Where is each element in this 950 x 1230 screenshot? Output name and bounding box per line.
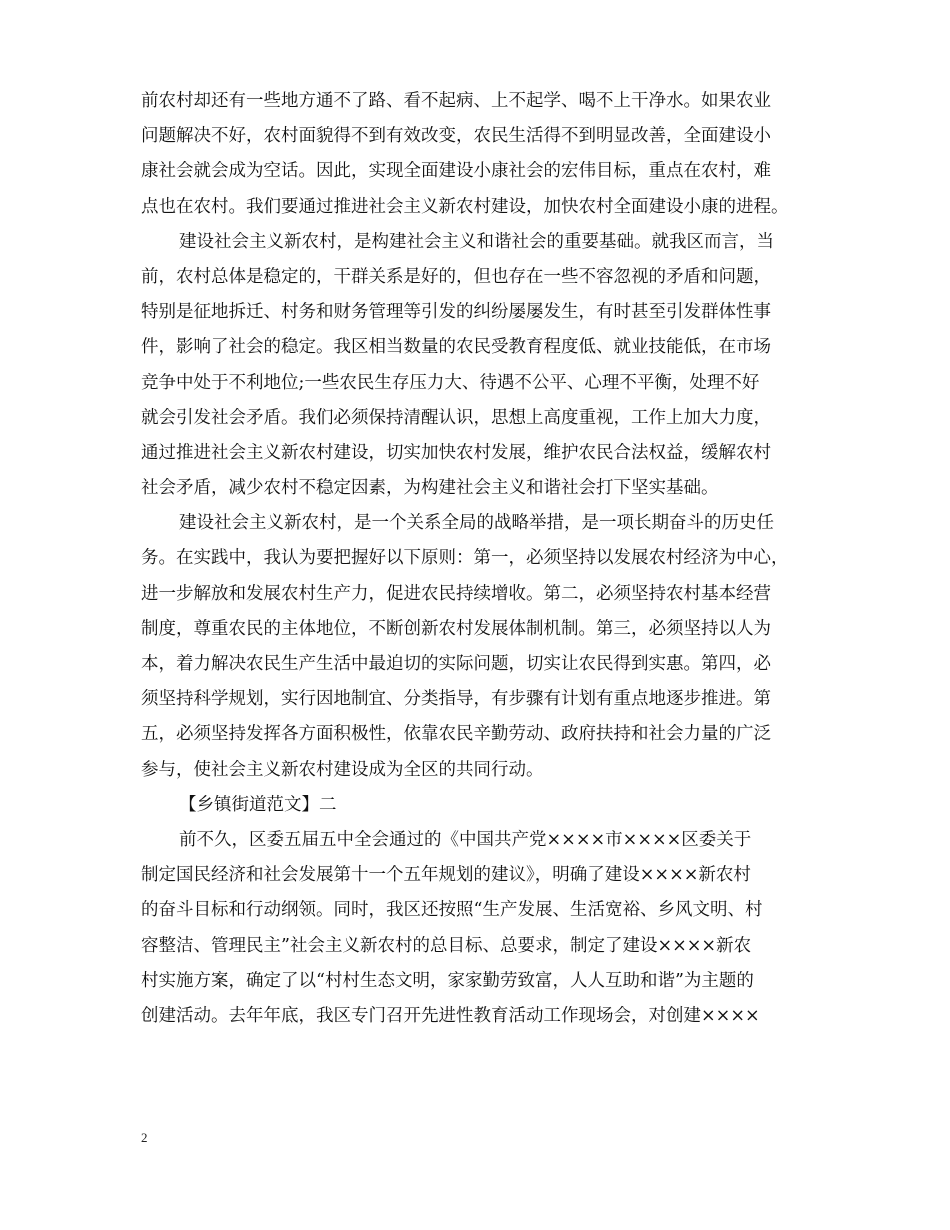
text-line: 问题解决不好，农村面貌得不到有效改变，农民生活得不到明显改善，全面建设小 <box>141 126 771 147</box>
text-line: 五，必须坚持发挥各方面积极性，依靠农民辛勤劳动、政府扶持和社会力量的广泛 <box>141 724 771 745</box>
text-line: 点也在农村。我们要通过推进社会主义新农村建设，加快农村全面建设小康的进程。 <box>141 196 789 217</box>
text-line: 的奋斗目标和行动纲领。同时，我区还按照“生产发展、生活宽裕、乡风文明、村 <box>141 900 763 921</box>
text-line: 竞争中处于不利地位;一些农民生存压力大、待遇不公平、心理不平衡，处理不好 <box>141 372 760 393</box>
section-heading: 【乡镇街道范文】二 <box>179 794 337 815</box>
text-line: 前农村却还有一些地方通不了路、看不起病、上不起学、喝不上干净水。如果农业 <box>141 91 771 111</box>
text-line: 通过推进社会主义新农村建设，切实加快农村发展，维护农民合法权益，缓解农村 <box>141 442 771 463</box>
text-line: 社会矛盾，减少农村不稳定因素，为构建社会主义和谐社会打下坚实基础。 <box>141 478 719 499</box>
text-line: 容整洁、管理民主”社会主义新农村的总目标、总要求，制定了建设××××新农 <box>141 935 752 956</box>
paragraph-first-line: 前不久，区委五届五中全会通过的《中国共产党××××市××××区委关于 <box>179 829 752 850</box>
text-line: 就会引发社会矛盾。我们必须保持清醒认识，思想上高度重视，工作上加大力度， <box>141 407 771 428</box>
text-line: 须坚持科学规划，实行因地制宜、分类指导，有步骤有计划有重点地逐步推进。第 <box>141 689 771 710</box>
text-line: 村实施方案，确定了以“村村生态文明，家家勤劳致富，人人互助和谐”为主题的 <box>141 970 754 991</box>
text-line: 件，影响了社会的稳定。我区相当数量的农民受教育程度低、就业技能低，在市场 <box>141 337 771 358</box>
text-line: 本，着力解决农民生产生活中最迫切的实际问题，切实让农民得到实惠。第四，必 <box>141 654 771 674</box>
text-line: 参与，使社会主义新农村建设成为全区的共同行动。 <box>141 759 544 780</box>
text-line: 进一步解放和发展农村生产力，促进农民持续增收。第二，必须坚持农村基本经营 <box>141 583 771 604</box>
paragraph-first-line: 建设社会主义新农村，是构建社会主义和谐社会的重要基础。就我区而言，当 <box>179 231 774 252</box>
text-line: 前，农村总体是稳定的，干群关系是好的，但也存在一些不容忽视的矛盾和问题， <box>141 266 771 287</box>
document-body <box>141 84 813 1034</box>
paragraph-first-line: 建设社会主义新农村，是一个关系全局的战略举措，是一项长期奋斗的历史任 <box>179 513 774 534</box>
text-line: 制度，尊重农民的主体地位，不断创新农村发展体制机制。第三，必须坚持以人为 <box>141 618 771 639</box>
page-number: 2 <box>141 1130 148 1145</box>
text-line: 特别是征地拆迁、村务和财务管理等引发的纠纷屡屡发生，有时甚至引发群体性事 <box>141 302 771 323</box>
text-line: 康社会就会成为空话。因此，实现全面建设小康社会的宏伟目标，重点在农村，难 <box>141 161 771 182</box>
text-line: 创建活动。去年年底，我区专门召开先进性教育活动工作现场会，对创建×××× <box>141 1005 760 1026</box>
text-line: 务。在实践中，我认为要把握好以下原则：第一，必须坚持以发展农村经济为中心， <box>141 548 789 569</box>
text-line: 制定国民经济和社会发展第十一个五年规划的建议》，明确了建设××××新农村 <box>141 865 751 886</box>
